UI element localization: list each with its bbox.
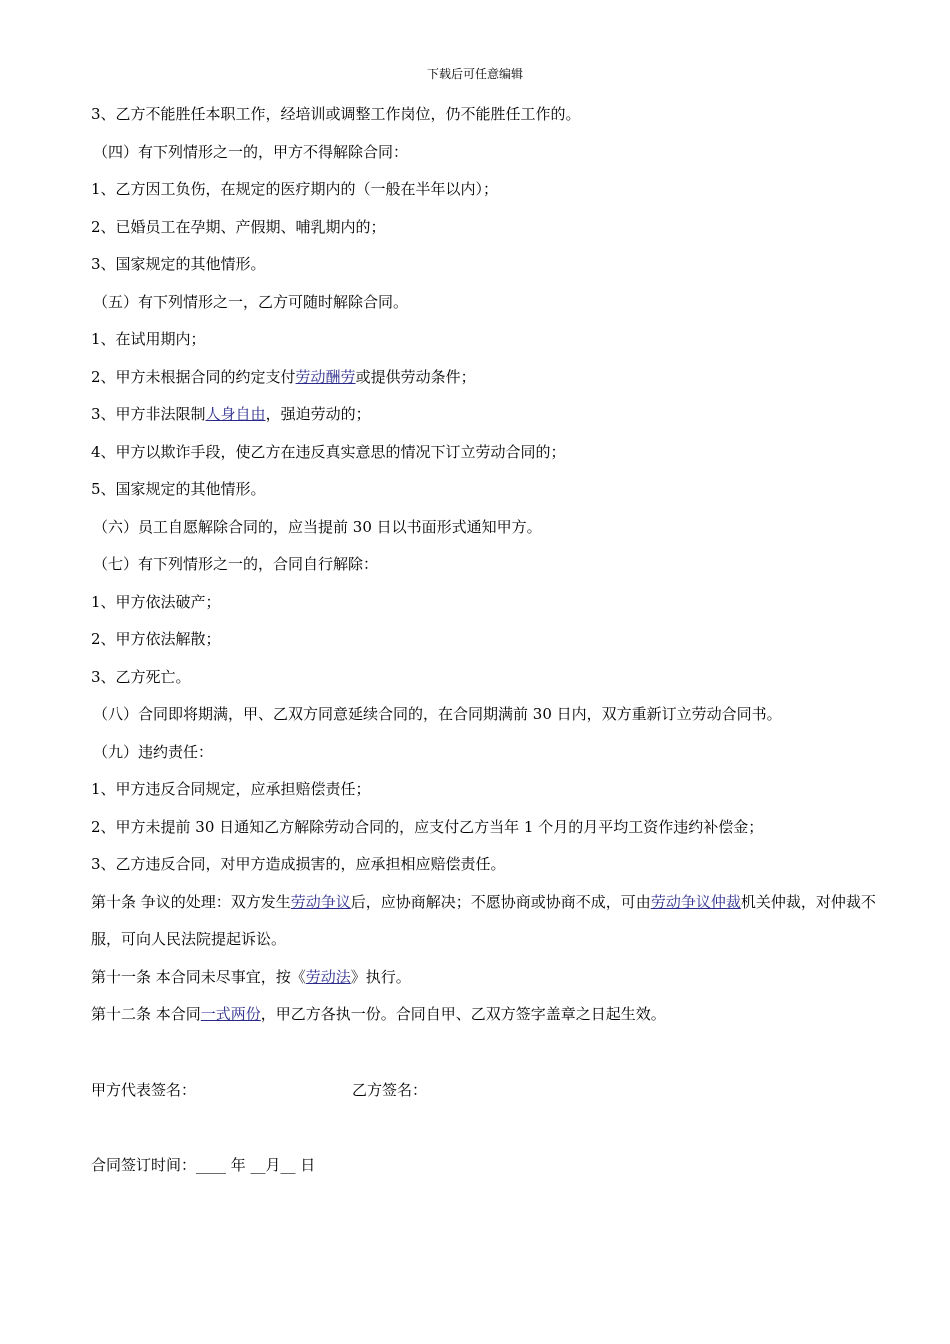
page-header: 下载后可任意编辑 [426, 67, 523, 81]
text-run: 第十条 争议的处理：双方发生 [91, 892, 291, 911]
paragraph: 1、甲方依法破产； [91, 592, 221, 611]
text-run: 第十一条 本合同未尽事宜，按《 [91, 967, 306, 986]
signature-row [91, 1071, 891, 1109]
text-run: 2、甲方未根据合同的约定支付 [91, 367, 296, 386]
spacer [91, 1034, 891, 1071]
link-labor-pay[interactable]: 劳动酬劳 [295, 367, 356, 386]
paragraph: 1、乙方因工负伤，在规定的医疗期内的（一般在半年以内）； [91, 180, 499, 198]
paragraph: 2、已婚员工在孕期、产假期、哺乳期内的； [91, 217, 386, 236]
paragraph: 3、乙方死亡。 [91, 667, 191, 686]
text-run: ，强迫劳动的； [265, 405, 371, 423]
section-heading: （五）有下列情形之一，乙方可随时解除合同。 [93, 292, 409, 311]
section-heading: （七）有下列情形之一的，合同自行解除： [93, 555, 379, 573]
paragraph: 1、甲方违反合同规定，应承担赔偿责任； [91, 780, 371, 798]
section-heading: （九）违约责任： [93, 742, 214, 761]
section-heading: （六）员工自愿解除合同的，应当提前 30 日以书面形式通知甲方。 [93, 517, 542, 536]
document-body [91, 96, 891, 1184]
paragraph: 3、乙方不能胜任本职工作，经培训或调整工作岗位，仍不能胜任工作的。 [91, 105, 581, 123]
paragraph: 2、甲方依法解散； [91, 630, 221, 648]
link-two-copies[interactable]: 一式两份 [200, 1005, 261, 1023]
paragraph: 2、甲方未提前 30 日通知乙方解除劳动合同的，应支付乙方当年 1 个月的月平均工资作违约补偿金； [91, 817, 764, 836]
link-labor-dispute[interactable]: 劳动争议 [290, 892, 351, 911]
text-run: 或提供劳动条件； [355, 367, 476, 386]
text-run: 机关仲裁，对仲裁不服，可向人民法院提起诉讼。 [91, 892, 876, 948]
article-12 [91, 996, 891, 1034]
link-personal-freedom[interactable]: 人身自由 [205, 405, 266, 423]
paragraph: 5、国家规定的其他情形。 [91, 480, 266, 498]
text-run: 3、甲方非法限制 [91, 405, 206, 423]
paragraph: 3、国家规定的其他情形。 [91, 255, 266, 273]
text-run: 第十二条 本合同 [91, 1005, 201, 1023]
signing-date: 合同签订时间：____ 年 __月__ 日 [91, 1155, 316, 1174]
section-heading: （四）有下列情形之一的，甲方不得解除合同： [93, 142, 409, 161]
paragraph: 4、甲方以欺诈手段，使乙方在违反真实意思的情况下订立劳动合同的； [91, 442, 566, 461]
text-run: ，甲乙方各执一份。合同自甲、乙双方签字盖章之日起生效。 [260, 1005, 666, 1023]
paragraph: 1、在试用期内； [91, 330, 206, 348]
section-heading: （八）合同即将期满，甲、乙双方同意延续合同的，在合同期满前 30 日内，双方重新订立劳动合同书。 [93, 705, 782, 723]
link-labor-law[interactable]: 劳动法 [305, 967, 351, 986]
party-a-signature-label: 甲方代表签名： [91, 1080, 197, 1099]
article-11 [91, 959, 891, 997]
paragraph [91, 359, 891, 397]
party-b-signature-label: 乙方签名： [352, 1080, 428, 1099]
text-run: 后，应协商解决；不愿协商或协商不成，可由 [350, 892, 651, 911]
paragraph [91, 396, 891, 434]
text-run: 》执行。 [350, 967, 411, 986]
article-10 [91, 884, 883, 959]
link-labor-dispute-arbitration[interactable]: 劳动争议仲裁 [650, 892, 741, 911]
paragraph: 3、乙方违反合同，对甲方造成损害的，应承担相应赔偿责任。 [91, 855, 506, 873]
spacer [91, 1109, 891, 1146]
